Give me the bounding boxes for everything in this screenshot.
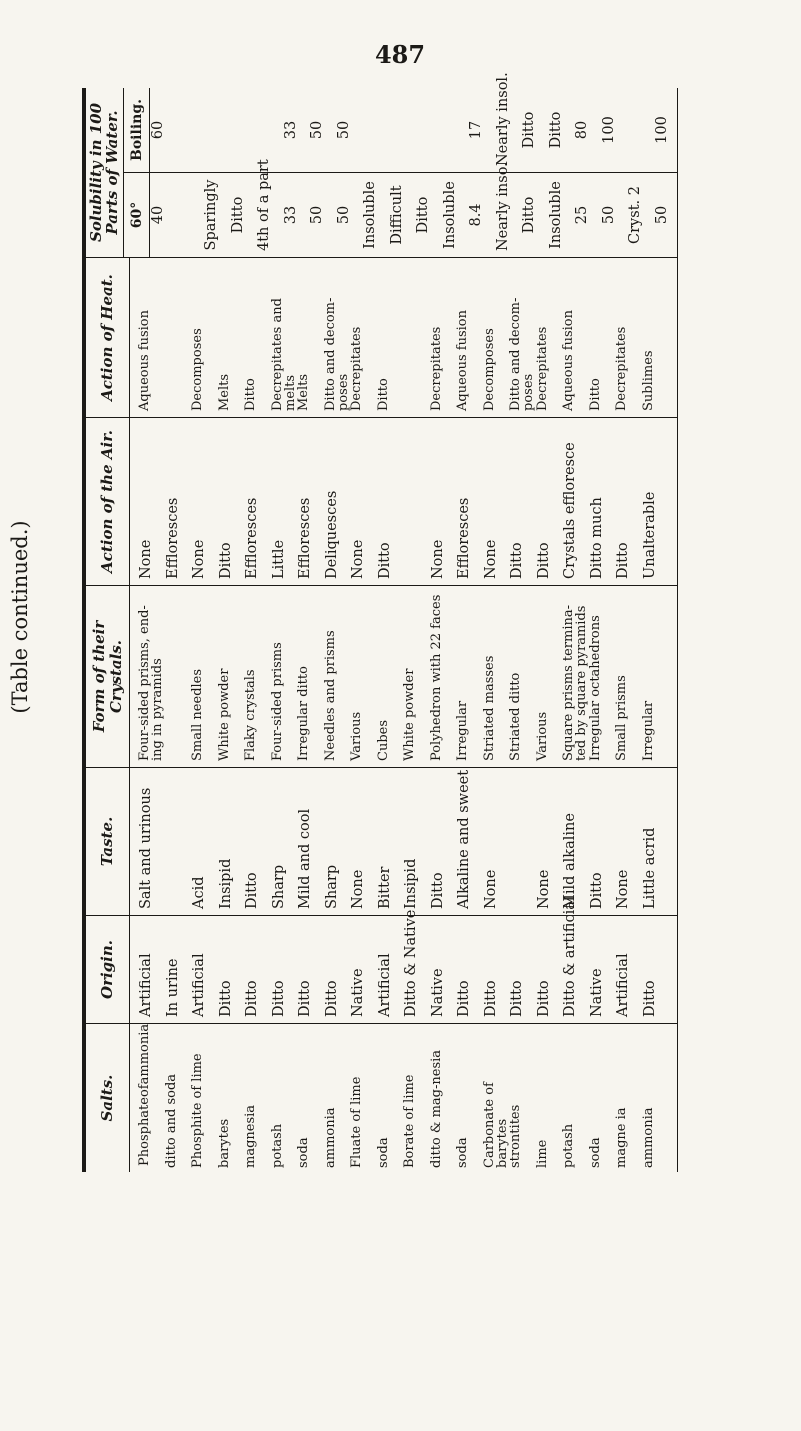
air-cell: Ditto much — [588, 497, 605, 579]
taste-cell: Insipid — [217, 858, 234, 909]
salt-cell: barytes — [216, 1118, 232, 1168]
cold-cell: Insoluble — [441, 181, 458, 249]
salt-cell: Carbonate of barytes — [481, 1082, 510, 1168]
page-number: 487 — [374, 40, 426, 69]
heat-header: Action of Heat. — [86, 258, 130, 417]
salt-cell: Fluate of lime — [349, 1076, 364, 1168]
origin-cell: In urine — [164, 958, 181, 1017]
solubility-boiling-column — [124, 72, 677, 173]
origin-cell: Ditto — [323, 980, 340, 1017]
heat-cell: Melts — [216, 373, 232, 411]
taste-cell: Ditto — [429, 872, 446, 909]
taste-cell: None — [535, 869, 552, 909]
air-cell: None — [429, 539, 446, 579]
origin-cell: Artificial — [376, 953, 393, 1017]
origin-header: Origin. — [86, 916, 130, 1023]
salt-cell: lime — [534, 1139, 550, 1168]
cold-cell: 25 — [574, 205, 590, 225]
data-table — [82, 72, 678, 1172]
salt-cell: Borate of lime — [402, 1074, 417, 1168]
origin-cell: Native — [429, 968, 446, 1017]
form-cell: Cubes — [375, 719, 391, 761]
boiling-cell: 100 — [600, 116, 617, 144]
salt-cell: ditto & mag-nesia — [428, 1049, 444, 1168]
air-cell: Effloresces — [456, 497, 472, 579]
origin-cell: Ditto & artificial — [562, 896, 578, 1017]
form-header: Form of their Crystals. — [86, 586, 130, 767]
form-cell: White powder — [402, 668, 417, 761]
solubility-header: Solubility in 100 Parts of Water. — [86, 88, 124, 257]
heat-cell: Decrepitates and melts — [269, 298, 298, 411]
form-cell: Irregular — [455, 700, 470, 761]
salt-cell: Phosphateofammonia — [137, 1023, 152, 1166]
cold-cell: 4th of a part — [256, 159, 272, 251]
cold-cell: Ditto — [229, 196, 246, 234]
cold-cell: Sparingly — [203, 179, 219, 251]
salt-cell: soda — [375, 1137, 391, 1168]
origin-cell: Native — [350, 968, 366, 1017]
origin-cell: Native — [588, 968, 605, 1017]
origin-cell: Ditto — [641, 980, 658, 1017]
boiling-cell: Nearly insol. — [494, 72, 511, 166]
heat-cell: Aqueous fusion — [137, 310, 152, 411]
salt-cell: soda — [455, 1137, 470, 1168]
cold-cell: 50 — [309, 205, 325, 225]
taste-cell: None — [482, 869, 499, 909]
air-cell: Ditto — [376, 542, 393, 579]
cold-cell: Difficult — [388, 185, 405, 245]
solubility-cold-header: 60° — [124, 173, 150, 257]
form-cell: White powder — [216, 668, 232, 761]
heat-cell: Decrepitates — [614, 326, 629, 411]
heat-cell: Decrepitates — [349, 326, 364, 411]
air-cell: Effloresces — [297, 497, 313, 579]
heat-cell: Sublimes — [640, 350, 656, 411]
boiling-cell: 100 — [653, 116, 670, 144]
heat-cell: Ditto — [243, 378, 258, 411]
origin-cell: Ditto — [535, 980, 552, 1017]
salt-cell: ammonia — [640, 1107, 656, 1168]
cold-cell: 40 — [150, 205, 166, 225]
heat-cell: Melts — [296, 373, 311, 411]
boiling-cell: 17 — [468, 120, 484, 140]
form-cell: Four-sided prisms, end-ing in pyramids — [137, 605, 165, 761]
cold-cell: Ditto — [521, 196, 537, 234]
cold-cell: Insoluble — [362, 181, 378, 249]
heat-cell: Aqueous fusion — [561, 310, 576, 411]
form-cell: Various — [534, 711, 550, 761]
form-cell: Small prisms — [614, 675, 629, 761]
origin-cell: Ditto — [456, 980, 472, 1017]
air-cell: Effloresces — [164, 497, 181, 579]
cold-cell: 8.4 — [468, 203, 484, 227]
origin-cell: Artificial — [191, 953, 207, 1017]
air-header: Action of the Air. — [86, 418, 130, 585]
taste-cell: Salt and urinous — [138, 787, 154, 909]
origin-cell: Ditto & Native — [403, 909, 419, 1017]
air-cell: Ditto — [535, 542, 552, 579]
salts-column — [86, 1024, 677, 1172]
heat-column — [86, 258, 677, 418]
salt-cell: magnesia — [243, 1104, 258, 1168]
origin-cell: Artificial — [138, 953, 154, 1017]
solubility-column — [86, 72, 677, 258]
form-cell: Polyhedron with 22 faces — [428, 594, 444, 761]
solubility-boiling-header: Boiling. — [124, 88, 150, 172]
cold-cell: 50 — [600, 205, 617, 225]
taste-cell: Alkaline and sweet — [456, 769, 472, 909]
cold-cell: 50 — [335, 205, 352, 225]
boiling-cell: 50 — [335, 120, 352, 140]
form-cell: Striated ditto — [508, 672, 523, 761]
table-title: (Table continued.) — [8, 520, 32, 714]
boiling-cell: 80 — [574, 120, 590, 140]
salt-cell: potash — [269, 1123, 285, 1168]
salt-cell: strontites — [508, 1104, 523, 1168]
origin-cell: Ditto — [482, 980, 499, 1017]
salt-cell: soda — [296, 1137, 311, 1168]
taste-cell: Mild alkaline — [562, 813, 578, 909]
air-cell: Deliquesces — [323, 490, 340, 579]
taste-cell: Ditto — [244, 872, 260, 909]
heat-cell: Aqueous fusion — [455, 310, 470, 411]
air-cell: None — [191, 539, 207, 579]
origin-cell: Ditto — [270, 980, 287, 1017]
air-cell: Little — [270, 539, 287, 579]
origin-column — [86, 896, 677, 1024]
cold-cell: Insoluble — [547, 181, 564, 249]
taste-cell: None — [615, 869, 631, 909]
heat-cell: Ditto and decom-poses — [322, 297, 351, 411]
salts-header: Salts. — [86, 1024, 130, 1172]
form-cell: Flaky crystals — [243, 669, 258, 761]
origin-cell: Ditto — [297, 980, 313, 1017]
air-column — [86, 418, 677, 586]
heat-cell: Decrepitates — [428, 326, 444, 411]
taste-cell: Sharp — [270, 864, 287, 909]
taste-cell: Sharp — [323, 864, 340, 909]
taste-cell: Bitter — [376, 866, 393, 909]
origin-cell: Ditto — [509, 980, 525, 1017]
taste-cell: Ditto — [588, 872, 605, 909]
taste-cell: Acid — [191, 876, 207, 909]
heat-cell: Decomposes — [190, 328, 205, 411]
boiling-cell: Ditto — [547, 111, 564, 149]
taste-cell: Insipid — [403, 858, 419, 909]
form-column — [86, 586, 677, 768]
heat-cell: Ditto and decom-poses — [508, 297, 536, 411]
heat-cell: Decomposes — [481, 328, 497, 411]
boiling-cell: 60 — [150, 120, 166, 140]
air-cell: Ditto — [217, 542, 234, 579]
air-cell: Unalterable — [641, 491, 658, 579]
boiling-cell: Ditto — [521, 111, 537, 149]
salt-cell: ammonia — [322, 1107, 338, 1168]
air-cell: Ditto — [509, 542, 525, 579]
form-cell: Irregular octahedrons — [587, 615, 603, 761]
form-cell: Various — [349, 711, 364, 761]
cold-cell: 50 — [653, 205, 670, 225]
boiling-cell: 50 — [309, 120, 325, 140]
cold-cell: Nearly inso. — [494, 162, 511, 251]
cold-cell: Cryst. 2 — [627, 186, 643, 244]
origin-cell: Artificial — [615, 953, 631, 1017]
form-cell: Small needles — [190, 668, 205, 761]
taste-cell: Mild and cool — [297, 808, 313, 909]
taste-column — [86, 768, 677, 916]
salt-cell: Phosphite of lime — [190, 1053, 205, 1168]
heat-cell: Decrepitates — [534, 326, 550, 411]
heat-cell: Ditto — [375, 378, 391, 411]
air-cell: Ditto — [615, 542, 631, 579]
taste-cell: None — [350, 869, 366, 909]
heat-cell: Ditto — [587, 378, 603, 411]
cold-cell: 33 — [282, 205, 299, 225]
salt-cell: ditto and soda — [163, 1073, 179, 1168]
origin-cell: Ditto — [217, 980, 234, 1017]
air-cell: Crystals effloresce — [562, 442, 578, 579]
air-cell: None — [138, 539, 154, 579]
cold-cell: Ditto — [415, 196, 431, 234]
origin-cell: Ditto — [244, 980, 260, 1017]
form-cell: Four-sided prisms — [269, 642, 285, 761]
form-cell: Irregular ditto — [296, 666, 311, 761]
air-cell: None — [482, 539, 499, 579]
salt-cell: potash — [561, 1123, 576, 1168]
air-cell: None — [350, 539, 366, 579]
salt-cell: soda — [587, 1137, 603, 1168]
boiling-cell: 33 — [282, 120, 299, 140]
form-cell: Square prisms termina-ted by square pyramids — [561, 604, 589, 761]
solubility-cold-column — [124, 159, 677, 257]
salt-cell: magne ia — [614, 1107, 629, 1168]
taste-header: Taste. — [86, 768, 130, 915]
taste-cell: Little acrid — [641, 827, 658, 909]
form-cell: Needles and prisms — [322, 630, 338, 761]
air-cell: Effloresces — [244, 497, 260, 579]
form-cell: Striated masses — [481, 655, 497, 761]
form-cell: Irregular — [640, 700, 656, 761]
